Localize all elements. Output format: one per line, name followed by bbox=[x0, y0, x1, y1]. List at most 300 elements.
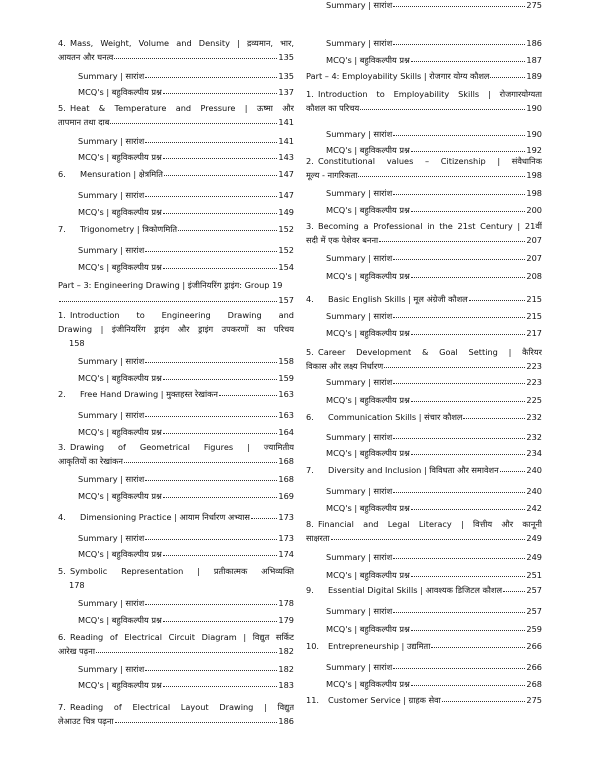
toc-subentry bbox=[78, 680, 294, 691]
page-number: 147 bbox=[278, 169, 294, 179]
entry-title: Summary | सारांश bbox=[326, 0, 393, 10]
entry-title: Summary | सारांश bbox=[326, 486, 393, 496]
entry-title: Summary | सारांश bbox=[326, 311, 393, 321]
page-number: 215 bbox=[526, 294, 542, 304]
chapter-number: 2. bbox=[58, 389, 66, 399]
page-number: 173 bbox=[278, 512, 294, 522]
chapter-number: 5. bbox=[306, 347, 314, 357]
entry-title: Summary | सारांश bbox=[326, 432, 393, 442]
page-number: 251 bbox=[526, 570, 542, 580]
entry-title: MCQ's | बहुविकल्पीय प्रश्न bbox=[326, 570, 410, 580]
chapter-line-cont bbox=[58, 716, 294, 727]
entry-title: लेआउट चित्र पढ़ना bbox=[58, 716, 114, 726]
entry-title: Trigonometry | त्रिकोणमिति bbox=[80, 224, 178, 234]
page-number: 135 bbox=[278, 52, 294, 62]
subentry-line bbox=[326, 552, 542, 563]
leader-dots bbox=[442, 701, 526, 702]
leader-dots bbox=[411, 151, 526, 152]
subentry-line bbox=[326, 38, 542, 49]
toc-subentry bbox=[326, 328, 542, 339]
chapter-number: 1. bbox=[306, 89, 314, 99]
page-number: 183 bbox=[278, 680, 294, 690]
entry-title: Customer Service | ग्राहक सेवा bbox=[328, 695, 441, 705]
leader-dots bbox=[163, 379, 278, 380]
chapter-number: 9. bbox=[306, 585, 314, 595]
subentry-line bbox=[78, 245, 294, 256]
entry-title: Summary | सारांश bbox=[326, 38, 393, 48]
leader-dots bbox=[360, 109, 525, 110]
subentry-line bbox=[326, 55, 542, 66]
page-number: 159 bbox=[278, 373, 294, 383]
page-number: 207 bbox=[526, 235, 542, 245]
entry-title: MCQ's | बहुविकल्पीय प्रश्न bbox=[326, 271, 410, 281]
chapter-line bbox=[58, 38, 294, 49]
entry-title: Summary | सारांश bbox=[326, 188, 393, 198]
toc-subentry bbox=[78, 207, 294, 218]
chapter-line bbox=[58, 224, 294, 235]
leader-dots bbox=[411, 334, 526, 335]
part-line bbox=[306, 71, 542, 82]
page-number: 173 bbox=[278, 533, 294, 543]
chapter-line-cont bbox=[306, 170, 542, 181]
leader-dots bbox=[411, 211, 526, 212]
subentry-line bbox=[326, 328, 542, 339]
chapter-line bbox=[306, 294, 542, 305]
toc-subentry bbox=[326, 311, 542, 322]
leader-dots bbox=[163, 213, 278, 214]
leader-dots bbox=[411, 576, 526, 577]
entry-title: आयतन और घनत्व bbox=[58, 52, 114, 62]
entry-title: MCQ's | बहुविकल्पीय प्रश्न bbox=[78, 262, 162, 272]
entry-title: आरेख पढ़ना bbox=[58, 646, 95, 656]
toc-subentry bbox=[326, 662, 542, 673]
page-number: 259 bbox=[526, 624, 542, 634]
page-number: 198 bbox=[526, 170, 542, 180]
leader-dots bbox=[469, 300, 526, 301]
leader-dots bbox=[145, 480, 277, 481]
toc-subentry bbox=[326, 624, 542, 635]
subentry-line bbox=[326, 0, 542, 11]
leader-dots bbox=[393, 259, 525, 260]
subentry-line bbox=[326, 448, 542, 459]
chapter-number: 6. bbox=[306, 412, 314, 422]
subentry-line bbox=[326, 271, 542, 282]
chapter-line bbox=[306, 465, 542, 476]
toc-chapter bbox=[306, 89, 542, 114]
toc-subentry bbox=[326, 552, 542, 563]
entry-title: Summary | सारांश bbox=[78, 356, 145, 366]
entry-title: MCQ's | बहुविकल्पीय प्रश्न bbox=[78, 680, 162, 690]
leader-dots bbox=[379, 241, 525, 242]
page-number: 164 bbox=[278, 427, 294, 437]
leader-dots bbox=[393, 317, 525, 318]
subentry-line bbox=[78, 410, 294, 421]
leader-dots bbox=[490, 77, 525, 78]
subentry-line bbox=[78, 474, 294, 485]
toc-subentry bbox=[78, 190, 294, 201]
page-number: 200 bbox=[526, 205, 542, 215]
toc-subentry bbox=[78, 664, 294, 675]
entry-title: Constitutional values – Citizenship | संवैधानिक bbox=[318, 156, 542, 166]
toc-subentry bbox=[78, 356, 294, 367]
subentry-line bbox=[78, 373, 294, 384]
toc-chapter bbox=[58, 169, 294, 180]
chapter-number: 1. bbox=[58, 310, 66, 320]
chapter-number: 3. bbox=[58, 442, 66, 452]
entry-title: तापमान तथा दाब bbox=[58, 117, 110, 127]
page-number: 152 bbox=[278, 224, 294, 234]
toc-subentry bbox=[78, 262, 294, 273]
entry-title: मूल्य - नागरिकता bbox=[306, 170, 358, 180]
toc-chapter bbox=[58, 38, 294, 63]
subentry-line bbox=[326, 432, 542, 443]
leader-dots bbox=[59, 301, 277, 302]
page-number: 169 bbox=[278, 491, 294, 501]
subentry-line bbox=[78, 262, 294, 273]
chapter-line-cont bbox=[58, 117, 294, 128]
toc-subentry bbox=[78, 598, 294, 609]
chapter-line bbox=[58, 389, 294, 400]
entry-title: Summary | सारांश bbox=[78, 664, 145, 674]
part-title: Part – 3: Engineering Drawing | इंजीनियरिंग ड्राइंग: Group 19 bbox=[58, 280, 283, 290]
subentry-line bbox=[326, 311, 542, 322]
page-number: 242 bbox=[526, 503, 542, 513]
leader-dots bbox=[145, 670, 277, 671]
leader-dots bbox=[463, 418, 525, 419]
leader-dots bbox=[411, 401, 526, 402]
subentry-line bbox=[78, 491, 294, 502]
toc-subentry bbox=[326, 129, 542, 140]
toc-subentry bbox=[326, 55, 542, 66]
entry-title: विकास और लक्ष्य निर्धारण bbox=[306, 361, 384, 371]
page-number: 149 bbox=[278, 207, 294, 217]
toc-subentry bbox=[326, 38, 542, 49]
entry-title: सदी में एक पेशेवर बनना bbox=[306, 235, 379, 245]
leader-dots bbox=[384, 367, 525, 368]
toc-subentry bbox=[326, 145, 542, 156]
chapter-line bbox=[58, 103, 294, 114]
chapter-number: 6. bbox=[58, 169, 66, 179]
leader-dots bbox=[163, 93, 278, 94]
entry-title: Part – 4: Employability Skills | रोजगार योग्य कौशल bbox=[306, 71, 490, 81]
entry-title: MCQ's | बहुविकल्पीय प्रश्न bbox=[326, 448, 410, 458]
entry-title: Drawing of Geometrical Figures | ज्यामितीय bbox=[70, 442, 294, 452]
toc-subentry bbox=[326, 679, 542, 690]
leader-dots bbox=[411, 685, 526, 686]
chapter-number: 2. bbox=[306, 156, 314, 166]
leader-dots bbox=[358, 176, 525, 177]
entry-title: MCQ's | बहुविकल्पीय प्रश्न bbox=[326, 395, 410, 405]
subentry-line bbox=[78, 598, 294, 609]
page-number: 147 bbox=[278, 190, 294, 200]
chapter-number: 4. bbox=[58, 512, 66, 522]
toc-chapter bbox=[58, 566, 294, 591]
toc-subentry bbox=[326, 271, 542, 282]
entry-title: Summary | सारांश bbox=[78, 190, 145, 200]
page-number: 152 bbox=[278, 245, 294, 255]
page-number: 186 bbox=[526, 38, 542, 48]
toc-subentry bbox=[78, 491, 294, 502]
leader-dots bbox=[115, 722, 278, 723]
chapter-number: 5. bbox=[58, 566, 66, 576]
entry-title: Summary | सारांश bbox=[78, 245, 145, 255]
entry-title: MCQ's | बहुविकल्पीय प्रश्न bbox=[78, 152, 162, 162]
entry-title: MCQ's | बहुविकल्पीय प्रश्न bbox=[78, 87, 162, 97]
entry-title: Heat & Temperature and Pressure | ऊष्मा और bbox=[70, 103, 294, 113]
leader-dots bbox=[163, 433, 278, 434]
page-number: 257 bbox=[526, 606, 542, 616]
subentry-line bbox=[326, 486, 542, 497]
page-number: 163 bbox=[278, 389, 294, 399]
toc-subentry bbox=[78, 549, 294, 560]
leader-dots bbox=[500, 471, 526, 472]
page-number: 154 bbox=[278, 262, 294, 272]
page-number: 240 bbox=[526, 486, 542, 496]
toc-chapter bbox=[58, 512, 294, 523]
leader-dots bbox=[411, 454, 526, 455]
toc-chapter bbox=[306, 585, 542, 596]
page-number: 266 bbox=[526, 662, 542, 672]
entry-title: Summary | सारांश bbox=[326, 606, 393, 616]
chapter-line-cont bbox=[58, 646, 294, 657]
entry-title: Mass, Weight, Volume and Density | द्रव्यमान, भार, bbox=[70, 38, 294, 48]
page-number: 186 bbox=[278, 716, 294, 726]
leader-dots bbox=[145, 362, 277, 363]
leader-dots bbox=[145, 604, 277, 605]
chapter-line bbox=[306, 695, 542, 706]
toc-subentry bbox=[78, 474, 294, 485]
entry-title: Mensuration | क्षेत्रमिति bbox=[80, 169, 163, 179]
chapter-line-cont: 158 bbox=[69, 338, 85, 348]
leader-dots bbox=[393, 668, 525, 669]
page-number: 208 bbox=[526, 271, 542, 281]
subentry-line bbox=[78, 615, 294, 626]
entry-title: Summary | सारांश bbox=[78, 598, 145, 608]
leader-dots bbox=[163, 158, 278, 159]
toc-subentry bbox=[326, 253, 542, 264]
leader-dots bbox=[393, 438, 525, 439]
entry-title: आकृतियों का रेखांकन bbox=[58, 456, 123, 466]
toc-subentry bbox=[326, 486, 542, 497]
subentry-line bbox=[326, 624, 542, 635]
page-number: 135 bbox=[278, 71, 294, 81]
leader-dots bbox=[164, 175, 277, 176]
leader-dots bbox=[145, 251, 277, 252]
toc-subentry bbox=[326, 395, 542, 406]
leader-dots bbox=[114, 58, 277, 59]
subentry-line bbox=[326, 205, 542, 216]
leader-dots bbox=[145, 77, 277, 78]
entry-title: Summary | सारांश bbox=[78, 136, 145, 146]
subentry-line bbox=[78, 190, 294, 201]
toc-chapter bbox=[58, 442, 294, 467]
chapter-line-cont: 178 bbox=[69, 580, 85, 590]
page-number: 232 bbox=[526, 412, 542, 422]
entry-title: Reading of Electrical Circuit Diagram | विद्युत सर्किट bbox=[70, 632, 294, 642]
toc-subentry bbox=[78, 71, 294, 82]
entry-title: Essential Digital Skills | आवश्यक डिजिटल कौशल bbox=[328, 585, 503, 595]
page-number: 174 bbox=[278, 549, 294, 559]
entry-title: Summary | सारांश bbox=[78, 533, 145, 543]
page-number: 157 bbox=[278, 295, 294, 305]
leader-dots bbox=[178, 230, 277, 231]
page-number: 223 bbox=[526, 361, 542, 371]
leader-dots bbox=[145, 416, 277, 417]
toc-subentry bbox=[78, 152, 294, 163]
toc-subentry bbox=[326, 570, 542, 581]
chapter-line-cont bbox=[58, 52, 294, 63]
page-number: 143 bbox=[278, 152, 294, 162]
chapter-number: 7. bbox=[58, 224, 66, 234]
chapter-number: 7. bbox=[58, 702, 66, 712]
page-number: 240 bbox=[526, 465, 542, 475]
entry-title: Symbolic Representation | प्रतीकात्मक अभिव्यक्ति bbox=[70, 566, 294, 576]
entry-title: Communication Skills | संचार कौशल bbox=[328, 412, 463, 422]
toc-subentry bbox=[326, 205, 542, 216]
entry-title: MCQ's | बहुविकल्पीय प्रश्न bbox=[78, 207, 162, 217]
leader-dots bbox=[431, 647, 525, 648]
page-number: 178 bbox=[278, 598, 294, 608]
toc-chapter bbox=[306, 695, 542, 706]
leader-dots bbox=[96, 652, 277, 653]
chapter-line bbox=[58, 442, 294, 453]
toc-chapter bbox=[306, 347, 542, 372]
page-number: 217 bbox=[526, 328, 542, 338]
toc-chapter bbox=[58, 389, 294, 400]
toc-subentry bbox=[78, 87, 294, 98]
leader-dots bbox=[411, 277, 526, 278]
leader-dots bbox=[331, 539, 526, 540]
entry-title: Summary | सारांश bbox=[326, 552, 393, 562]
leader-dots bbox=[145, 196, 277, 197]
chapter-line bbox=[306, 412, 542, 423]
chapter-number: 3. bbox=[306, 221, 314, 231]
leader-dots bbox=[163, 268, 278, 269]
toc-subentry bbox=[326, 377, 542, 388]
subentry-line bbox=[326, 395, 542, 406]
page-number: 257 bbox=[526, 585, 542, 595]
chapter-number: 4. bbox=[58, 38, 66, 48]
leader-dots bbox=[393, 6, 525, 7]
page-number: 137 bbox=[278, 87, 294, 97]
page-number: 223 bbox=[526, 377, 542, 387]
page-number: 190 bbox=[526, 129, 542, 139]
chapter-line bbox=[58, 310, 294, 321]
chapter-line bbox=[306, 519, 542, 530]
page-number: 207 bbox=[526, 253, 542, 263]
page-number: 234 bbox=[526, 448, 542, 458]
toc-subentry bbox=[326, 503, 542, 514]
entry-title: Becoming a Professional in the 21st Century | 21वीं bbox=[318, 221, 542, 231]
page-number: 249 bbox=[526, 533, 542, 543]
entry-title: MCQ's | बहुविकल्पीय प्रश्न bbox=[326, 55, 410, 65]
leader-dots bbox=[124, 462, 277, 463]
toc-subentry bbox=[78, 615, 294, 626]
chapter-line bbox=[306, 89, 542, 100]
chapter-number: 5. bbox=[58, 103, 66, 113]
toc-subentry bbox=[326, 0, 542, 11]
leader-dots bbox=[145, 539, 277, 540]
chapter-line-cont bbox=[306, 533, 542, 544]
leader-dots bbox=[393, 194, 525, 195]
entry-title: Summary | सारांश bbox=[326, 129, 393, 139]
toc-chapter bbox=[58, 224, 294, 235]
leader-dots bbox=[163, 497, 278, 498]
entry-title: MCQ's | बहुविकल्पीय प्रश्न bbox=[326, 145, 410, 155]
page-number: 266 bbox=[526, 641, 542, 651]
chapter-line-cont bbox=[306, 361, 542, 372]
subentry-line bbox=[78, 549, 294, 560]
leader-dots bbox=[163, 686, 278, 687]
toc-subentry bbox=[78, 136, 294, 147]
subentry-line bbox=[326, 145, 542, 156]
page-number: 168 bbox=[278, 456, 294, 466]
leader-dots bbox=[393, 492, 525, 493]
page-number: 215 bbox=[526, 311, 542, 321]
entry-title: साक्षरता bbox=[306, 533, 330, 543]
chapter-line bbox=[306, 641, 542, 652]
leader-dots bbox=[411, 61, 526, 62]
page-number: 275 bbox=[526, 0, 542, 10]
entry-title: MCQ's | बहुविकल्पीय प्रश्न bbox=[78, 373, 162, 383]
page-number: 141 bbox=[278, 136, 294, 146]
toc-chapter bbox=[306, 221, 542, 246]
chapter-line bbox=[306, 221, 542, 232]
chapter-line bbox=[58, 702, 294, 713]
toc-chapter bbox=[306, 641, 542, 652]
part-page-line bbox=[58, 295, 294, 306]
entry-title: MCQ's | बहुविकल्पीय प्रश्न bbox=[326, 205, 410, 215]
leader-dots bbox=[145, 142, 277, 143]
page-number: 168 bbox=[278, 474, 294, 484]
leader-dots bbox=[393, 44, 525, 45]
chapter-line bbox=[58, 169, 294, 180]
entry-title: Free Hand Drawing | मुक्तहस्त रेखांकन bbox=[80, 389, 218, 399]
entry-title: Summary | सारांश bbox=[78, 71, 145, 81]
leader-dots bbox=[393, 135, 525, 136]
chapter-number: 6. bbox=[58, 632, 66, 642]
subentry-line bbox=[78, 152, 294, 163]
entry-title: Introduction to Engineering Drawing and bbox=[70, 310, 294, 320]
leader-dots bbox=[503, 591, 525, 592]
leader-dots bbox=[110, 123, 277, 124]
page-number: 249 bbox=[526, 552, 542, 562]
toc-subentry bbox=[326, 188, 542, 199]
subentry-line bbox=[326, 188, 542, 199]
toc-subentry bbox=[78, 373, 294, 384]
entry-title: Summary | सारांश bbox=[326, 253, 393, 263]
subentry-line bbox=[326, 662, 542, 673]
subentry-line bbox=[326, 570, 542, 581]
page-number: 163 bbox=[278, 410, 294, 420]
subentry-line bbox=[78, 87, 294, 98]
page-number: 182 bbox=[278, 646, 294, 656]
toc-chapter bbox=[306, 465, 542, 476]
entry-title: Summary | सारांश bbox=[326, 377, 393, 387]
chapter-number: 10. bbox=[306, 641, 320, 651]
toc-part-heading bbox=[58, 280, 294, 306]
page-number: 268 bbox=[526, 679, 542, 689]
page-number: 182 bbox=[278, 664, 294, 674]
subentry-line bbox=[326, 129, 542, 140]
toc-subentry bbox=[78, 427, 294, 438]
entry-title: Introduction to Employability Skills | रोजगारयोग्यता bbox=[318, 89, 542, 99]
entry-title: कौशल का परिचय bbox=[306, 103, 360, 113]
entry-title: MCQ's | बहुविकल्पीय प्रश्न bbox=[326, 503, 410, 513]
toc-chapter bbox=[306, 519, 542, 544]
toc-part-heading bbox=[306, 71, 542, 82]
toc-subentry bbox=[78, 410, 294, 421]
